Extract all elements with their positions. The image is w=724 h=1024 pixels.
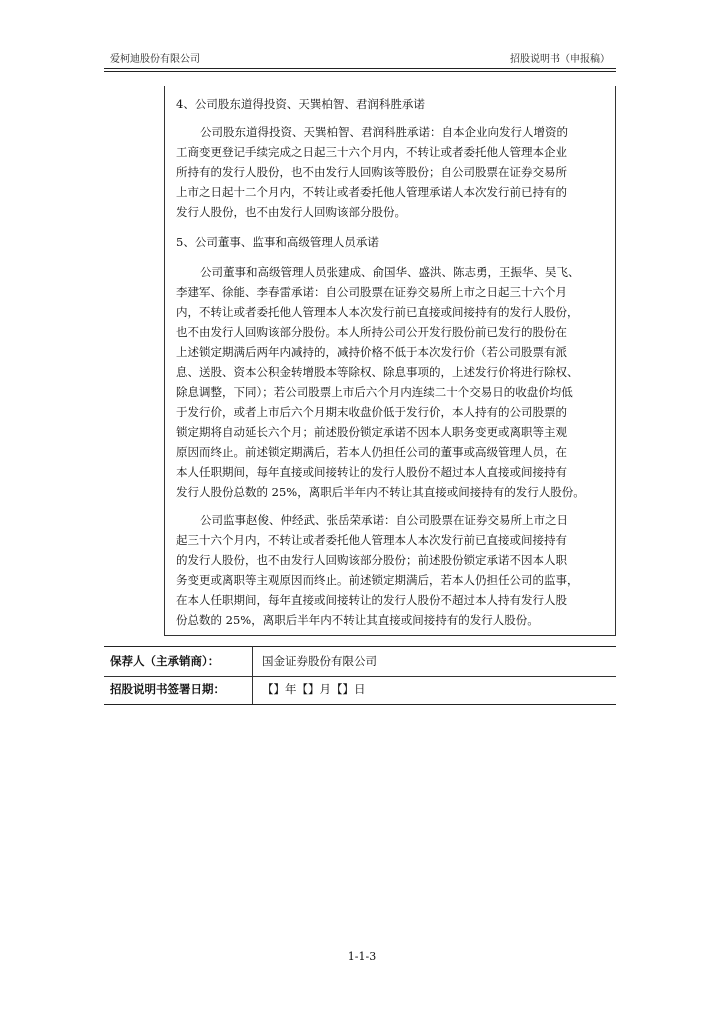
text-line: 公司董事和高级管理人员张建成、俞国华、盛洪、陈志勇，王振华、吴飞、: [200, 265, 580, 279]
paragraph-directors-commitment: [176, 262, 616, 502]
sponsor-label: 保荐人（主承销商）：: [110, 654, 220, 668]
signing-date-label: 招股说明书签署日期：: [110, 682, 225, 696]
text-line: 份总数的 25%，离职后半年内不转让其直接或间接持有的发行人股份。: [176, 613, 539, 627]
sponsor-value: 国金证券股份有限公司: [262, 654, 377, 668]
text-line: 除息调整，下同）；若公司股票上市后六个月内连续二十个交易日的收盘价均低: [176, 385, 573, 399]
text-line: 发行人股份，也不由发行人回购该部分股份。: [176, 205, 406, 219]
header-document-type: 招股说明书（申报稿）: [510, 54, 610, 65]
page-header: [104, 52, 616, 68]
table-divider: [252, 646, 253, 676]
table-divider: [252, 676, 253, 704]
header-rule: [104, 68, 616, 69]
text-line: 公司监事赵俊、仲经武、张岳荣承诺：自公司股票在证券交易所上市之日: [200, 513, 568, 527]
text-line: 也不由发行人回购该部分股份。本人所持公司公开发行股份前已发行的股份在: [176, 325, 567, 339]
text-line: 于发行价，或者上市后六个月期末收盘价低于发行价，本人持有的公司股票的: [176, 405, 567, 419]
text-line: 发行人股份总数的 25%，离职后半年内不转让其直接或间接持有的发行人股份。: [176, 485, 585, 499]
table-bottom-rule: [104, 704, 616, 705]
section-title-shareholder-commitment: 4、公司股东道得投资、天巽柏智、君润科胜承诺: [176, 97, 425, 111]
paragraph-shareholder-commitment: [176, 122, 616, 222]
header-company-name: 爱柯迪股份有限公司: [110, 54, 200, 65]
text-line: 上述锁定期满后两年内减持的，减持价格不低于本次发行价（若公司股票有派: [176, 345, 567, 359]
text-line: 起三十六个月内，不转让或者委托他人管理本人本次发行前已直接或间接持有: [176, 533, 567, 547]
text-line: 在本人任职期间，每年直接或间接转让的发行人股份不超过本人持有发行人股: [176, 593, 567, 607]
text-line: 原因而终止。前述锁定期满后，若本人仍担任公司的董事或高级管理人员，在: [176, 445, 567, 459]
text-line: 上市之日起十二个月内，不转让或者委托他人管理承诺人本次发行前已持有的: [176, 185, 567, 199]
page-number: 1-1-3: [347, 950, 377, 963]
signing-date-value: 【】年【】月【】日: [262, 682, 366, 696]
text-line: 本人任职期间，每年直接或间接转让的发行人股份不超过本人直接或间接持有: [176, 465, 567, 479]
text-line: 息、送股、资本公积金转增股本等除权、除息事项的，上述发行价将进行除权、: [176, 365, 579, 379]
text-line: 工商变更登记手续完成之日起三十六个月内，不转让或者委托他人管理本企业: [176, 145, 567, 159]
header-rule-thin: [104, 71, 616, 72]
text-line: 的发行人股份，也不由发行人回购该部分股份；前述股份锁定承诺不因本人职: [176, 553, 567, 567]
text-line: 所持有的发行人股份，也不由发行人回购该等股份；自公司股票在证券交易所: [176, 165, 567, 179]
text-line: 锁定期将自动延长六个月；前述股份锁定承诺不因本人职务变更或离职等主观: [176, 425, 567, 439]
text-line: 内，不转让或者委托他人管理本人本次发行前已直接或间接持有的发行人股份，: [176, 305, 579, 319]
section-title-directors-commitment: 5、公司董事、监事和高级管理人员承诺: [176, 235, 379, 249]
text-line: 李建军、徐能、李春雷承诺：自公司股票在证券交易所上市之日起三十六个月: [176, 285, 567, 299]
paragraph-supervisors-commitment: [176, 510, 616, 630]
text-line: 务变更或离职等主观原因而终止。前述锁定期满后，若本人仍担任公司的监事，: [176, 573, 579, 587]
table-row-rule: [104, 676, 616, 677]
table-top-rule: [104, 646, 616, 647]
text-line: 公司股东道得投资、天巽柏智、君润科胜承诺：自本企业向发行人增资的: [200, 125, 568, 139]
